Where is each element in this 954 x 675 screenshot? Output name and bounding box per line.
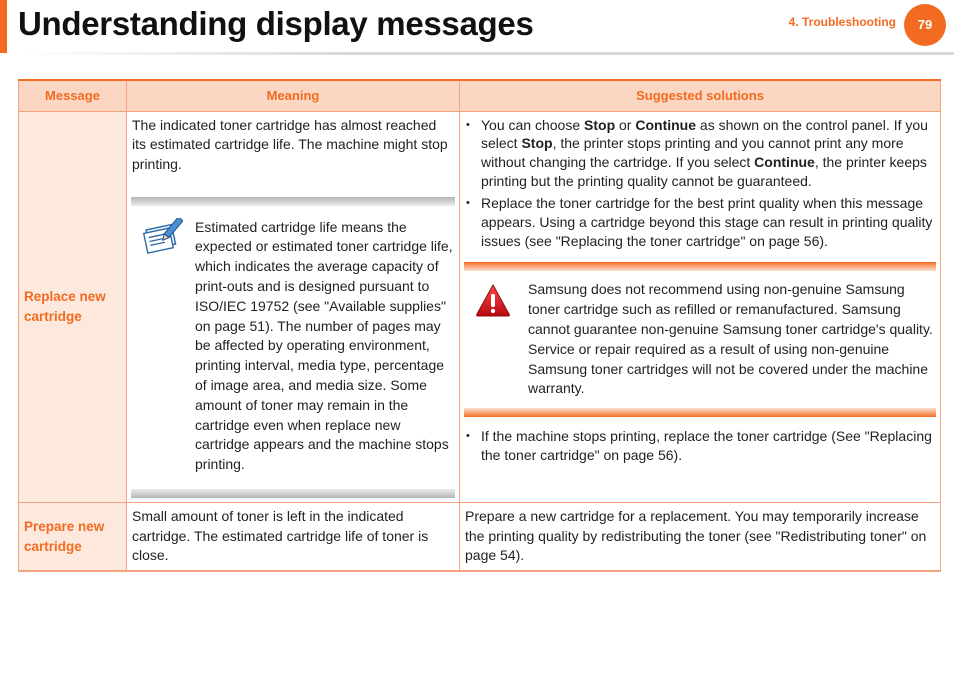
table-row [19,502,941,571]
warning-bottom-rule [464,408,936,417]
page-number-badge: 79 [904,4,946,46]
solutions-list [465,116,935,251]
list-item: • Replace the toner cartridge for the best print quality when this message appears. Using a cartridge beyond this stage can result in printing quality issues (see "Replacing the toner cartridge" on page 56). [481,194,935,250]
list-item: • You can choose Stop or Continue as shown on the control panel. If you select Stop, the printer stops printing and you cannot print any more without changing the cartridge. If you select Continue, the printer keeps printing but the printing quality cannot be guaranteed. [481,116,935,191]
meaning-cell: Small amount of toner is left in the indicated cartridge. The estimated cartridge life of toner is close. [127,502,460,571]
title-accent-bar [0,0,7,53]
warning-text: Samsung does not recommend using non-genuine Samsung toner cartridge such as refilled or remanufactured. Samsung cannot guarantee non-genuine Samsung toner cartridge's quality. Service or repair required as a result of using non-genuine Samsung toner cartridges will not be covered under the machine warranty. [528,281,933,397]
solutions-cell: Prepare a new cartridge for a replacement. You may temporarily increase the printing quality by redistributing the toner (see "Redistributing toner" on page 54). [460,502,941,571]
continue-keyword: Continue [635,116,697,133]
note-box [131,197,455,498]
column-header-message: Message [19,80,127,111]
meaning-cell [127,111,460,502]
note-bottom-rule [131,489,455,498]
warning-top-rule [464,262,936,271]
note-text: Estimated cartridge life means the expected or estimated toner cartridge life, which indicates the average capacity of print-outs and is designed pursuant to ISO/IEC 19752 (see "Available supplies" on page 51). The number of pages may be affected by operating environment, printing interval, media type, percentage of image area, and media size. Some amount of toner may remain in the cartridge even when replace new cartridge appears and the machine stops printing. [195,218,453,473]
section-label[interactable]: 4. Troubleshooting [788,15,896,29]
warning-box [464,262,936,417]
solutions-cell [460,111,941,502]
note-top-rule [131,197,455,206]
column-header-solutions: Suggested solutions [460,80,941,111]
column-header-meaning: Meaning [127,80,460,111]
table-header-row [19,80,941,111]
list-item: • If the machine stops printing, replace the toner cartridge (See "Replacing the toner cartridge" on page 56). [481,427,935,464]
stop-keyword: Stop [584,116,616,133]
continue-keyword: Continue [754,153,815,170]
display-messages-table [18,79,941,572]
table-row [19,111,941,502]
warning-triangle-icon [464,280,528,399]
message-cell: Prepare new cartridge [19,502,127,571]
note-pencil-icon [131,218,195,475]
page-title: Understanding display messages [18,5,534,42]
stop-keyword: Stop [521,135,553,152]
solutions-list [465,427,935,464]
meaning-text: The indicated toner cartridge has almost reached its estimated cartridge life. The machine might stop printing. [132,116,448,172]
message-cell: Replace new cartridge [19,111,127,502]
header-divider [20,52,954,55]
